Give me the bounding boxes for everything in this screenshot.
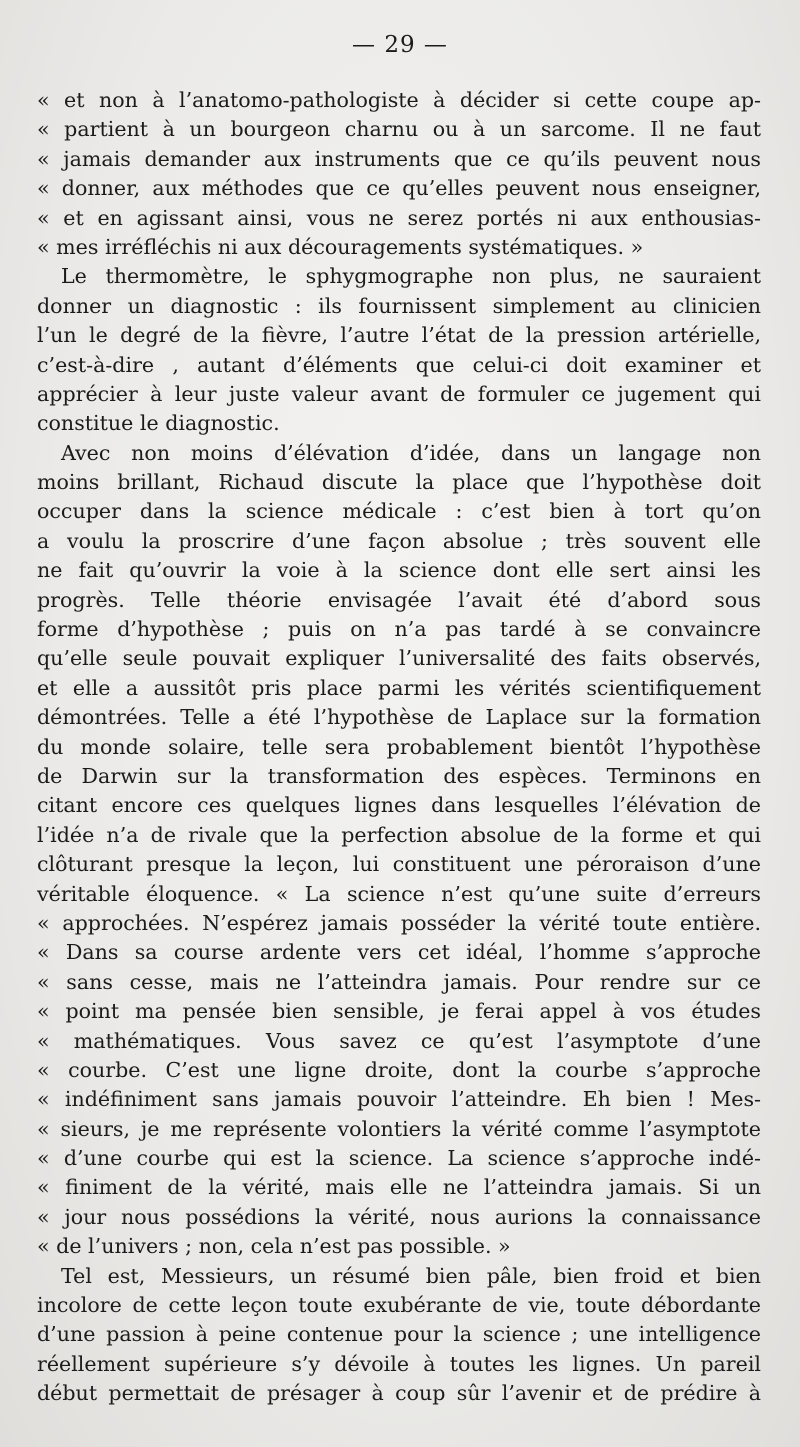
text-line: « courbe. C’est une ligne droite, dont la courbe s’approche bbox=[37, 1057, 761, 1082]
text-line: « donner, aux méthodes que ce qu’elles peuvent nous enseigner, bbox=[37, 176, 761, 201]
text-line: « point ma pensée bien sensible, je ferai appel à vos études bbox=[37, 999, 761, 1024]
text-line: « finiment de la vérité, mais elle ne l’atteindra jamais. Si un bbox=[37, 1175, 761, 1200]
text-line: Tel est, Messieurs, un résumé bien pâle, bien froid et bien bbox=[61, 1263, 761, 1288]
text-line: citant encore ces quelques lignes dans lesquelles l’élévation de bbox=[37, 793, 761, 818]
text-line: forme d’hypothèse ; puis on n’a pas tardé à se convaincre bbox=[37, 617, 761, 642]
text-line: a voulu la proscrire d’une façon absolue ; très souvent elle bbox=[37, 528, 761, 553]
text-line: l’idée n’a de rivale que la perfection absolue de la forme et qui bbox=[37, 822, 761, 847]
text-line: Le thermomètre, le sphygmographe non plus, ne sauraient bbox=[61, 264, 761, 289]
text-line: « jour nous possédions la vérité, nous aurions la connaissance bbox=[37, 1204, 761, 1229]
text-line: « d’une courbe qui est la science. La science s’approche indé- bbox=[37, 1146, 761, 1171]
text-line: occuper dans la science médicale : c’est bien à tort qu’on bbox=[37, 499, 761, 524]
text-line: et elle a aussitôt pris place parmi les vérités scientifiquement bbox=[37, 675, 761, 700]
text-line: progrès. Telle théorie envisagée l’avait été d’abord sous bbox=[37, 587, 761, 612]
text-line: démontrées. Telle a été l’hypothèse de Laplace sur la formation bbox=[37, 705, 761, 730]
text-line: qu’elle seule pouvait expliquer l’universalité des faits observés, bbox=[37, 646, 761, 671]
text-line: « jamais demander aux instruments que ce qu’ils peuvent nous bbox=[37, 146, 761, 171]
text-line: apprécier à leur juste valeur avant de formuler ce jugement qui bbox=[37, 381, 761, 406]
text-line: Avec non moins d’élévation d’idée, dans un langage non bbox=[61, 440, 761, 465]
text-line: de Darwin sur la transformation des espèces. Terminons en bbox=[37, 763, 761, 788]
text-line: « mes irréfléchis ni aux découragements systématiques. » bbox=[37, 234, 644, 259]
text-line: du monde solaire, telle sera probablement bientôt l’hypothèse bbox=[37, 734, 761, 759]
text-line: « approchées. N’espérez jamais posséder la vérité toute entière. bbox=[37, 910, 761, 935]
text-line: l’un le degré de la fièvre, l’autre l’état de la pression artérielle, bbox=[37, 323, 761, 348]
text-line: incolore de cette leçon toute exubérante de vie, toute débordante bbox=[37, 1293, 761, 1318]
text-line: ne fait qu’ouvrir la voie à la science dont elle sert ainsi les bbox=[37, 558, 761, 583]
text-line: c’est-à-dire , autant d’éléments que celui-ci doit examiner et bbox=[37, 352, 761, 377]
text-line: début permettait de présager à coup sûr l’avenir et de prédire à bbox=[37, 1381, 761, 1406]
text-line: « et non à l’anatomo-pathologiste à décider si cette coupe ap- bbox=[37, 88, 761, 112]
text-line: « Dans sa course ardente vers cet idéal, l’homme s’approche bbox=[37, 940, 761, 965]
text-line: véritable éloquence. « La science n’est qu’une suite d’erreurs bbox=[37, 881, 761, 906]
text-line: réellement supérieure s’y dévoile à toutes les lignes. Un pareil bbox=[37, 1351, 761, 1376]
text-line: constitue le diagnostic. bbox=[37, 411, 280, 436]
text-line: « sans cesse, mais ne l’atteindra jamais. Pour rendre sur ce bbox=[37, 969, 761, 994]
text-line: « indéfiniment sans jamais pouvoir l’atteindre. Eh bien ! Mes- bbox=[37, 1087, 761, 1112]
text-line: « partient à un bourgeon charnu ou à un sarcome. Il ne faut bbox=[37, 117, 761, 142]
text-line: « de l’univers ; non, cela n’est pas possible. » bbox=[37, 1234, 511, 1259]
text-line: d’une passion à peine contenue pour la science ; une intelligence bbox=[37, 1322, 761, 1347]
page-number: — 29 — bbox=[352, 32, 448, 58]
text-line: moins brillant, Richaud discute la place que l’hypothèse doit bbox=[37, 470, 761, 495]
text-line: « et en agissant ainsi, vous ne serez portés ni aux enthousias- bbox=[37, 205, 761, 230]
text-line: « mathématiques. Vous savez ce qu’est l’asymptote d’une bbox=[37, 1028, 761, 1053]
text-line: donner un diagnostic : ils fournissent simplement au clinicien bbox=[37, 293, 761, 318]
text-line: clôturant presque la leçon, lui constituent une péroraison d’une bbox=[37, 852, 761, 877]
text-line: « sieurs, je me représente volontiers la vérité comme l’asymptote bbox=[37, 1116, 761, 1141]
body-text bbox=[37, 86, 761, 1409]
